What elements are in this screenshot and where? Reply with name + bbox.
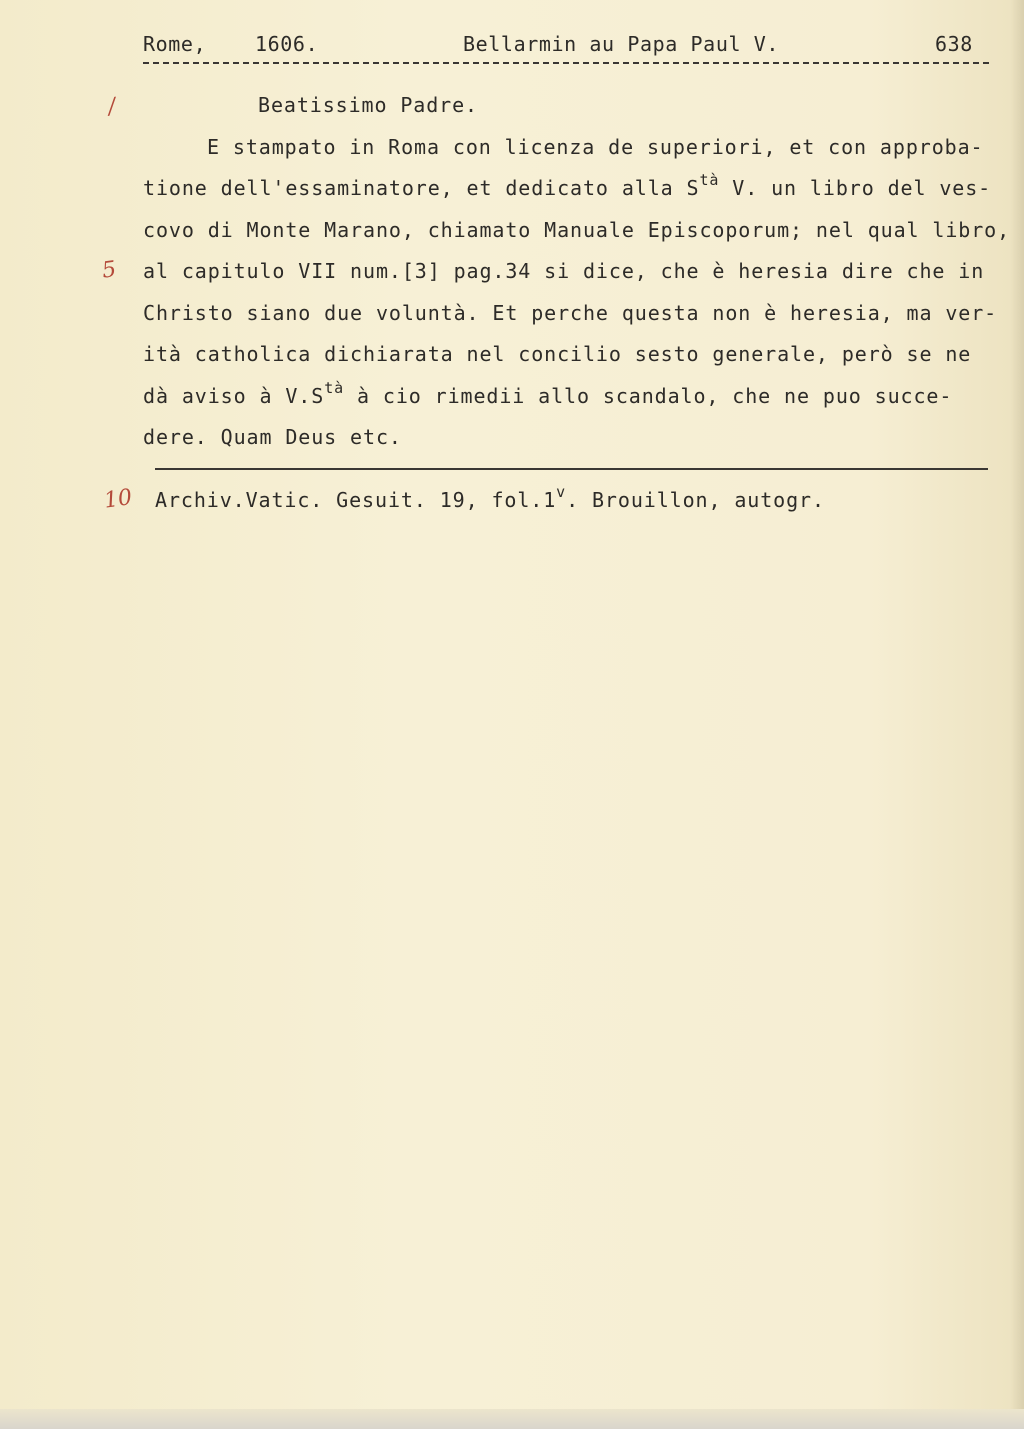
body-line: al capitulo VII num.[3] pag.34 si dice, che è heresia dire che in [143,259,985,283]
margin-line-number-10: 10 [102,485,134,514]
superscript: tà [699,171,720,189]
header-page-number: 638 [935,32,973,56]
footnote-superscript: v [556,483,567,501]
footnote-text: Archiv.Vatic. Gesuit. 19, fol.1 [155,488,557,512]
body-line-text: dà aviso à V.S [143,384,325,408]
header-year: 1606. [255,32,319,56]
superscript: tà [324,379,345,397]
body-line [143,171,992,200]
body-line: covo di Monte Marano, chiamato Manuale Episcoporum; nel qual libro, [143,218,1011,242]
salutation: Beatissimo Padre. [258,93,478,117]
body-line: Christo siano due voluntà. Et perche questa non è heresia, ma ver- [143,301,998,325]
body-line-text: V. un libro del ves- [719,176,992,200]
footnote-rule [155,468,988,470]
header-rule [143,62,989,64]
page-right-edge [1010,0,1024,1429]
margin-line-number-5: 5 [100,256,118,284]
body-line: dere. Quam Deus etc. [143,425,402,449]
body-line: ità catholica dichiarata nel concilio sesto generale, però se ne [143,342,972,366]
body-line-text: à cio rimedii allo scandalo, che ne puo succe- [344,384,953,408]
footnote-text: . Brouillon, autogr. [566,488,825,512]
page-header [143,32,989,62]
margin-line-number-1: / [106,93,118,120]
body-line-text: tione dell'essaminatore, et dedicato alla S [143,176,700,200]
body-line [143,379,953,408]
header-title: Bellarmin au Papa Paul V. [463,32,780,56]
header-place: Rome, [143,32,207,56]
footnote-citation [155,483,825,512]
body-line: E stampato in Roma con licenza de superiori, et con approba- [207,135,984,159]
page-bottom-edge [0,1409,1024,1429]
